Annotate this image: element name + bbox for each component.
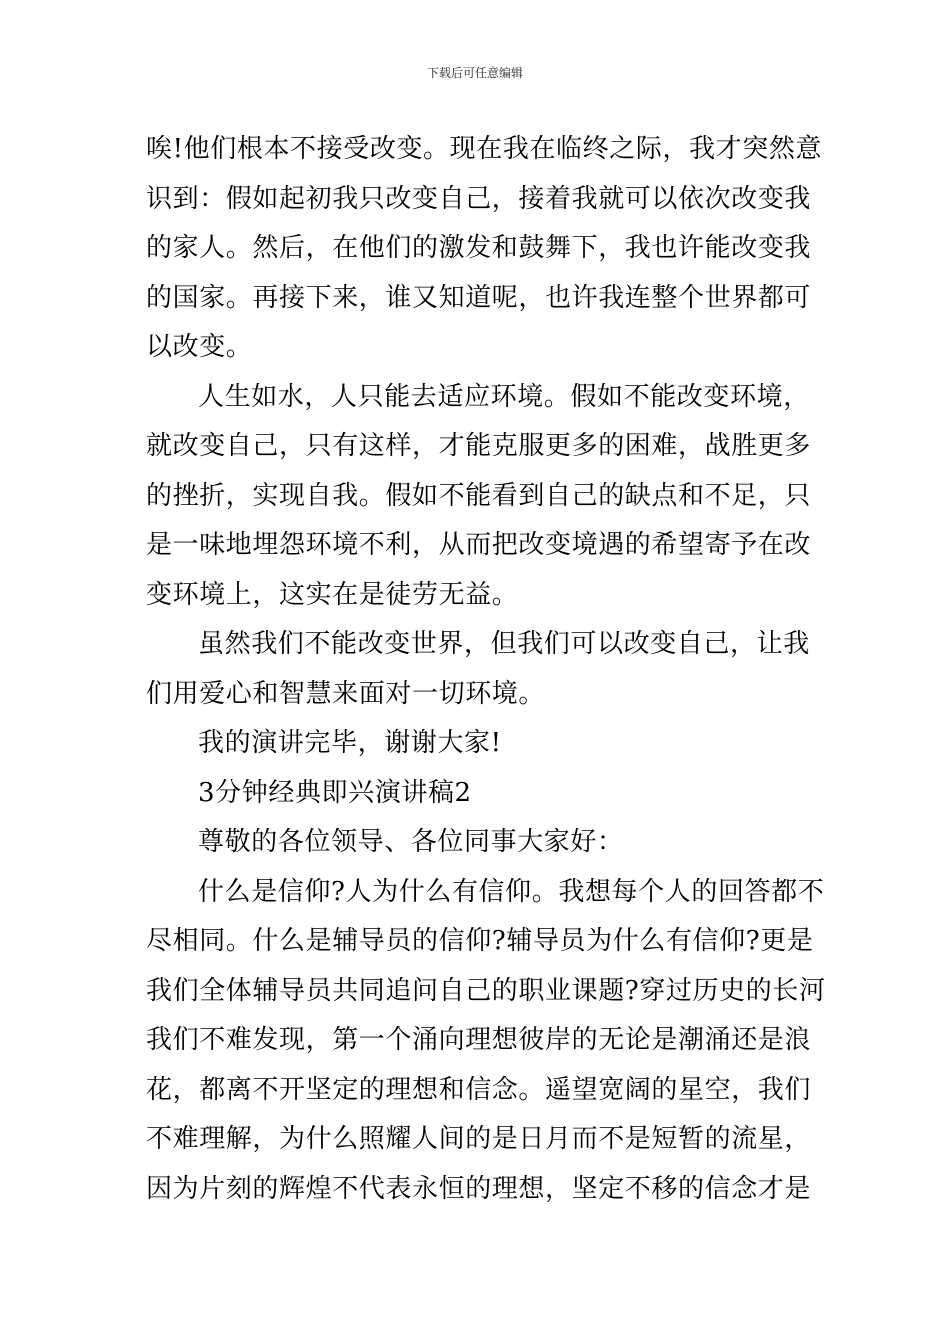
text-line: 花，都离不开坚定的理想和信念。遥望宽阔的星空，我们	[146, 1074, 812, 1105]
text-line: 的挫折，实现自我。假如不能看到自己的缺点和不足，只	[146, 480, 812, 511]
text-line: 人生如水，人只能去适应环境。假如不能改变环境，	[198, 381, 810, 412]
text-line: 我们全体辅导员共同追问自己的职业课题?穿过历史的长河	[146, 975, 826, 1006]
text-line: 因为片刻的辉煌不代表永恒的理想，坚定不移的信念才是	[146, 1173, 812, 1204]
text-line: 尽相同。什么是辅导员的信仰?辅导员为什么有信仰?更是	[146, 926, 814, 956]
text-line: 唉!他们根本不接受改变。现在我在临终之际，我才突然意	[146, 134, 823, 164]
text-line: 变环境上，这实在是徒劳无益。	[146, 579, 519, 610]
document-body	[146, 125, 826, 1214]
text-line: 我们不难发现，第一个涌向理想彼岸的无论是潮涌还是浪	[146, 1025, 812, 1055]
text-line: 虽然我们不能改变世界，但我们可以改变自己，让我	[198, 629, 810, 659]
text-line: 我的演讲完毕，谢谢大家!	[198, 728, 502, 758]
text-line: 的国家。再接下来，谁又知道呢，也许我连整个世界都可	[146, 282, 812, 313]
text-line: 识到：假如起初我只改变自己，接着我就可以依次改变我	[146, 183, 812, 214]
text-line: 是一味地埋怨环境不利，从而把改变境遇的希望寄予在改	[146, 530, 812, 560]
text-line: 就改变自己，只有这样，才能克服更多的困难，战胜更多	[146, 431, 812, 461]
text-line: 不难理解，为什么照耀人间的是日月而不是短暂的流星，	[146, 1124, 812, 1154]
text-line: 们用爱心和智慧来面对一切环境。	[146, 678, 546, 709]
text-line: 以改变。	[146, 332, 253, 362]
section-title: 3分钟经典即兴演讲稿2	[198, 777, 472, 808]
text-line: 什么是信仰?人为什么有信仰。我想每个人的回答都不	[198, 876, 825, 907]
text-line: 尊敬的各位领导、各位同事大家好：	[198, 827, 624, 857]
text-line: 的家人。然后，在他们的激发和鼓舞下，我也许能改变我	[146, 233, 812, 263]
page-header: 下载后可任意编辑	[426, 66, 523, 80]
